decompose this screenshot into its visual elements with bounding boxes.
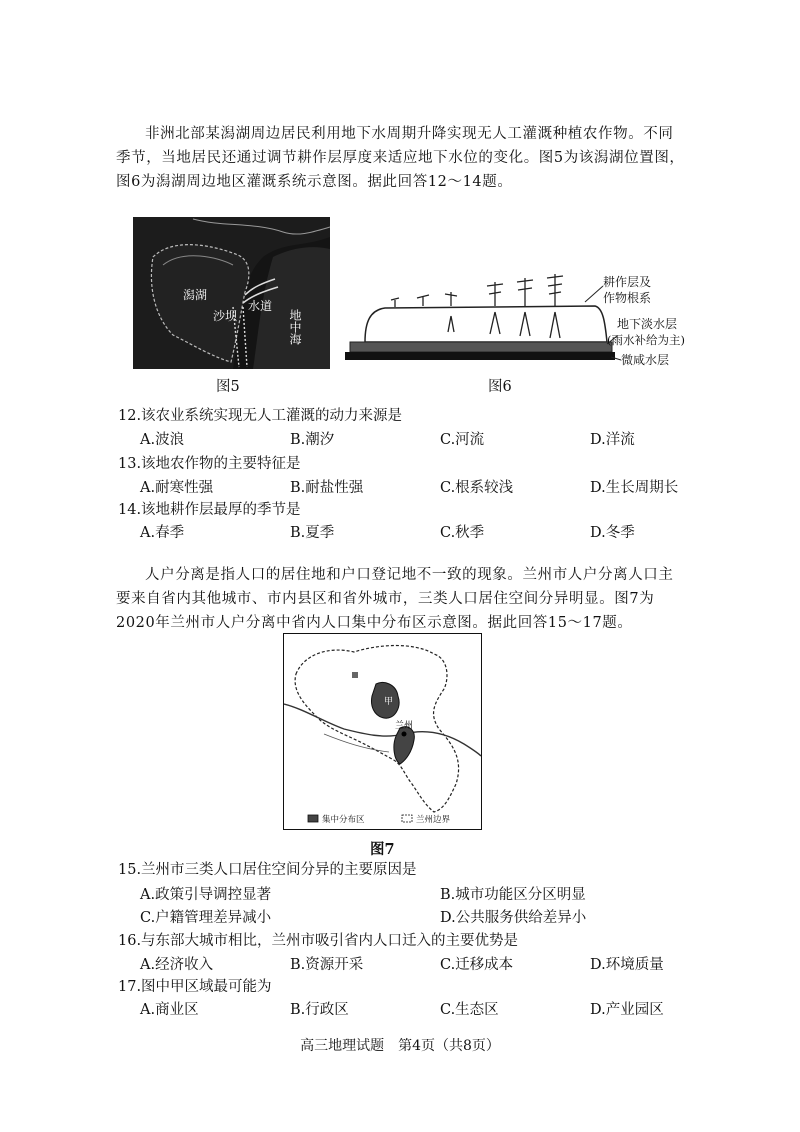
figure-7-map	[284, 634, 481, 829]
question-12-option-d: D.洋流	[590, 432, 635, 448]
label-brackish: 微咸水层	[621, 353, 670, 367]
label-tillage-2: 作物根系	[603, 291, 652, 305]
legend-cluster-label: 集中分布区	[322, 815, 365, 825]
question-15-stem: 15.兰州市三类人口居住空间分异的主要原因是	[118, 862, 417, 878]
question-17-stem: 17.图中甲区域最可能为	[118, 979, 272, 995]
question-13-option-b: B.耐盐性强	[290, 480, 364, 496]
label-sea: 地中海	[288, 309, 302, 345]
figure-7	[283, 633, 482, 830]
figure-7-caption: 图7	[370, 841, 395, 858]
label-lanzhou: 兰州	[395, 721, 414, 731]
legend-boundary-swatch	[402, 815, 412, 822]
question-16-option-b: B.资源开采	[290, 957, 364, 973]
question-13-option-a: A.耐寒性强	[140, 480, 214, 496]
label-tillage-1: 耕作层及	[603, 275, 652, 289]
figure-6-diagram	[345, 262, 690, 372]
label-channel: 水道	[248, 299, 273, 313]
question-12-option-b: B.潮汐	[290, 432, 335, 448]
question-17-option-d: D.产业园区	[590, 1002, 664, 1018]
question-16-stem: 16.与东部大城市相比，兰州市吸引省内人口迁入的主要优势是	[118, 933, 519, 949]
question-17-option-a: A.商业区	[140, 1002, 199, 1018]
question-14-option-c: C.秋季	[440, 525, 485, 541]
label-fresh-1: 地下淡水层	[617, 317, 678, 331]
legend-cluster-swatch	[308, 815, 318, 822]
question-15-option-c: C.户籍管理差异减小	[140, 910, 272, 926]
label-sandbar: 沙坝	[213, 309, 238, 323]
label-jia: 甲	[384, 697, 394, 707]
question-14-option-a: A.春季	[140, 525, 185, 541]
question-15-option-a: A.政策引导调控显著	[140, 887, 272, 903]
question-16-option-c: C.迁移成本	[440, 957, 514, 973]
question-13-stem: 13.该地农作物的主要特征是	[118, 456, 301, 472]
passage-1: 非洲北部某潟湖周边居民利用地下水周期升降实现无人工灌溉种植农作物。不同季节，当地居民还通过调节耕作层厚度来适应地下水位的变化。图5为该潟湖位置图，图6为潟湖周边地区灌溉系统示意图。据此回答12～14题。	[116, 126, 685, 190]
question-15-option-d: D.公共服务供给差异小	[440, 910, 587, 926]
question-17-option-b: B.行政区	[290, 1002, 349, 1018]
question-14-stem: 14.该地耕作层最厚的季节是	[118, 502, 301, 518]
figure-6	[345, 262, 690, 372]
question-15-option-b: B.城市功能区分区明显	[440, 887, 586, 903]
label-lagoon: 潟湖	[183, 288, 208, 302]
legend-boundary-label: 兰州边界	[416, 815, 451, 825]
question-12-option-c: C.河流	[440, 432, 485, 448]
page-footer: 高三地理试题 第4页（共8页）	[300, 1038, 500, 1054]
question-12-option-a: A.波浪	[140, 432, 185, 448]
question-16-option-d: D.环境质量	[590, 957, 664, 973]
question-17-option-c: C.生态区	[440, 1002, 499, 1018]
figure-5-caption: 图5	[216, 379, 240, 395]
question-13-option-c: C.根系较浅	[440, 480, 514, 496]
question-16-option-a: A.经济收入	[140, 957, 214, 973]
question-14-option-b: B.夏季	[290, 525, 335, 541]
figure-5-map	[133, 217, 330, 369]
passage-2: 人户分离是指人口的居住地和户口登记地不一致的现象。兰州市人户分离人口主要来自省内其他城市、市内县区和省外城市，三类人口居住空间分异明显。图7为2020年兰州市人户分离中省内人口集中分布区示意图。据此回答15～17题。	[116, 567, 674, 631]
question-12-stem: 12.该农业系统实现无人工灌溉的动力来源是	[118, 408, 403, 424]
question-14-option-d: D.冬季	[590, 525, 635, 541]
question-13-option-d: D.生长周期长	[590, 480, 679, 496]
label-fresh-2: (雨水补给为主)	[607, 333, 685, 347]
figure-6-caption: 图6	[488, 379, 512, 395]
figure-5	[133, 217, 330, 369]
